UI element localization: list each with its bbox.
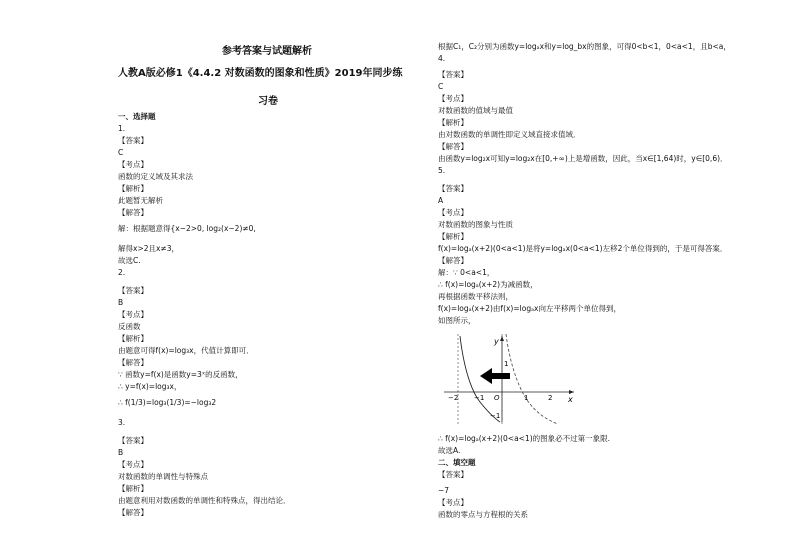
answer-label: 【答案】 [438,184,468,193]
neg-two-label: −2 [448,394,459,402]
topic-value: 函数的零点与方程根的关系 [438,510,528,519]
neg-one-label: −1 [474,394,485,402]
solution-label: 【解答】 [118,208,148,217]
topic-label: 【考点】 [438,498,468,507]
analysis-label: 【解析】 [118,184,148,193]
question-number: 1. [118,124,126,133]
analysis-value: 此题暂无解析 [118,196,163,205]
analysis-value: 由题意可得f(x)=log₃x，代值计算即可． [118,346,254,355]
analysis-label: 【解析】 [118,334,148,343]
section-heading: 二、填空题 [438,458,476,467]
answer-label: 【答案】 [118,286,148,295]
solution-text: ∴ y=f(x)=log₃x， [118,382,182,391]
y-axis-label: y [494,337,499,346]
solution-text: 再根据函数平移法则， [438,292,513,301]
function-graph [440,330,580,426]
solution-label: 【解答】 [438,256,468,265]
topic-value: 对数函数的单调性与特殊点 [118,472,208,481]
answer-label: 【答案】 [118,136,148,145]
answer-value: A [438,196,444,205]
solution-text: ∵ 函数y=f(x)是函数y=3ˣ的反函数， [118,370,243,379]
solution-text: ∴ f(x)=logₐ(x+2)(0<a<1)的图象必不过第一象限. [438,434,611,443]
solution-label: 【解答】 [118,358,148,367]
origin-label: O [494,394,500,402]
answer-label: 【答案】 [118,436,148,445]
topic-value: 函数的定义域及其求法 [118,172,193,181]
topic-label: 【考点】 [118,160,148,169]
analysis-value: f(x)=logₐ(x+2)(0<a<1)是将y=logₐx(0<a<1)左移2个单位得到的，于是可得答案． [438,244,728,253]
topic-label: 【考点】 [118,460,148,469]
analysis-value: 由题意利用对数函数的单调性和特殊点，得出结论． [118,496,291,505]
solution-text: 故选A. [438,446,461,455]
x-axis-arrow [569,390,574,394]
topic-label: 【考点】 [118,310,148,319]
answer-value: B [118,448,124,457]
answer-value: −7 [438,486,450,495]
shift-arrow [480,368,510,384]
answer-value: C [118,148,124,157]
analysis-value: 由对数函数的单调性即定义域直接求值域． [438,130,581,139]
solution-text: 如图所示， [438,316,476,325]
solution-text: ∴ f(1/3)=log₃(1/3)=−log₃2 [118,398,217,407]
doc-subtitle: 人教A版必修1《4.4.2 对数函数的图象和性质》2019年同步练 [118,68,403,79]
solution-text: 由函数y=log₂x可知y=log₂x在[0,+∞)上是增函数，因此，当x∈[1,64)时，y∈[0,6)． [438,154,728,163]
answer-value: C [438,82,444,91]
question-number: 3. [118,418,126,427]
answer-value: B [118,298,124,307]
curve-original [506,334,558,424]
topic-value: 对数函数的值域与最值 [438,106,513,115]
solution-text: ∴ f(x)=logₐ(x+2)为减函数， [438,280,538,289]
section-heading: 一、选择题 [118,112,156,121]
one-label: 1 [524,394,529,402]
topic-label: 【考点】 [438,208,468,217]
topic-label: 【考点】 [438,94,468,103]
two-label: 2 [548,394,553,402]
topic-value: 对数函数的图象与性质 [438,220,513,229]
x-axis-label: x [568,395,573,404]
solution-text: 故选C. [118,256,141,265]
question-number: 5. [438,166,446,175]
analysis-label: 【解析】 [438,232,468,241]
analysis-label: 【解析】 [438,118,468,127]
question-number: 2. [118,268,126,277]
answer-label: 【答案】 [438,70,468,79]
answer-label: 【答案】 [438,470,468,479]
y-one-label: 1 [504,360,509,368]
solution-text: 解：∵ 0<a<1， [438,268,495,277]
topic-value: 反函数 [118,322,141,331]
solution-text: 解：根据题意得{x−2>0, log₂(x−2)≠0, [118,224,256,233]
y-neg-one-label: −1 [490,412,501,420]
doc-title: 参考答案与试题解析 [222,46,312,57]
solution-label: 【解答】 [118,508,148,517]
solution-label: 【解答】 [438,142,468,151]
solution-text: f(x)=logₐ(x+2)由f(x)=logₐx向左平移两个单位得到， [438,304,621,313]
solution-text: 解得x>2且x≠3， [118,244,179,253]
analysis-label: 【解析】 [118,484,148,493]
solution-text: 根据C₁，C₂分别为函数y=logₐx和y=log_bx的图象，可得0<b<1，0<a<1，且b<a， [438,42,731,51]
question-number: 4. [438,54,446,63]
doc-subtitle-cont: 习卷 [258,96,278,107]
